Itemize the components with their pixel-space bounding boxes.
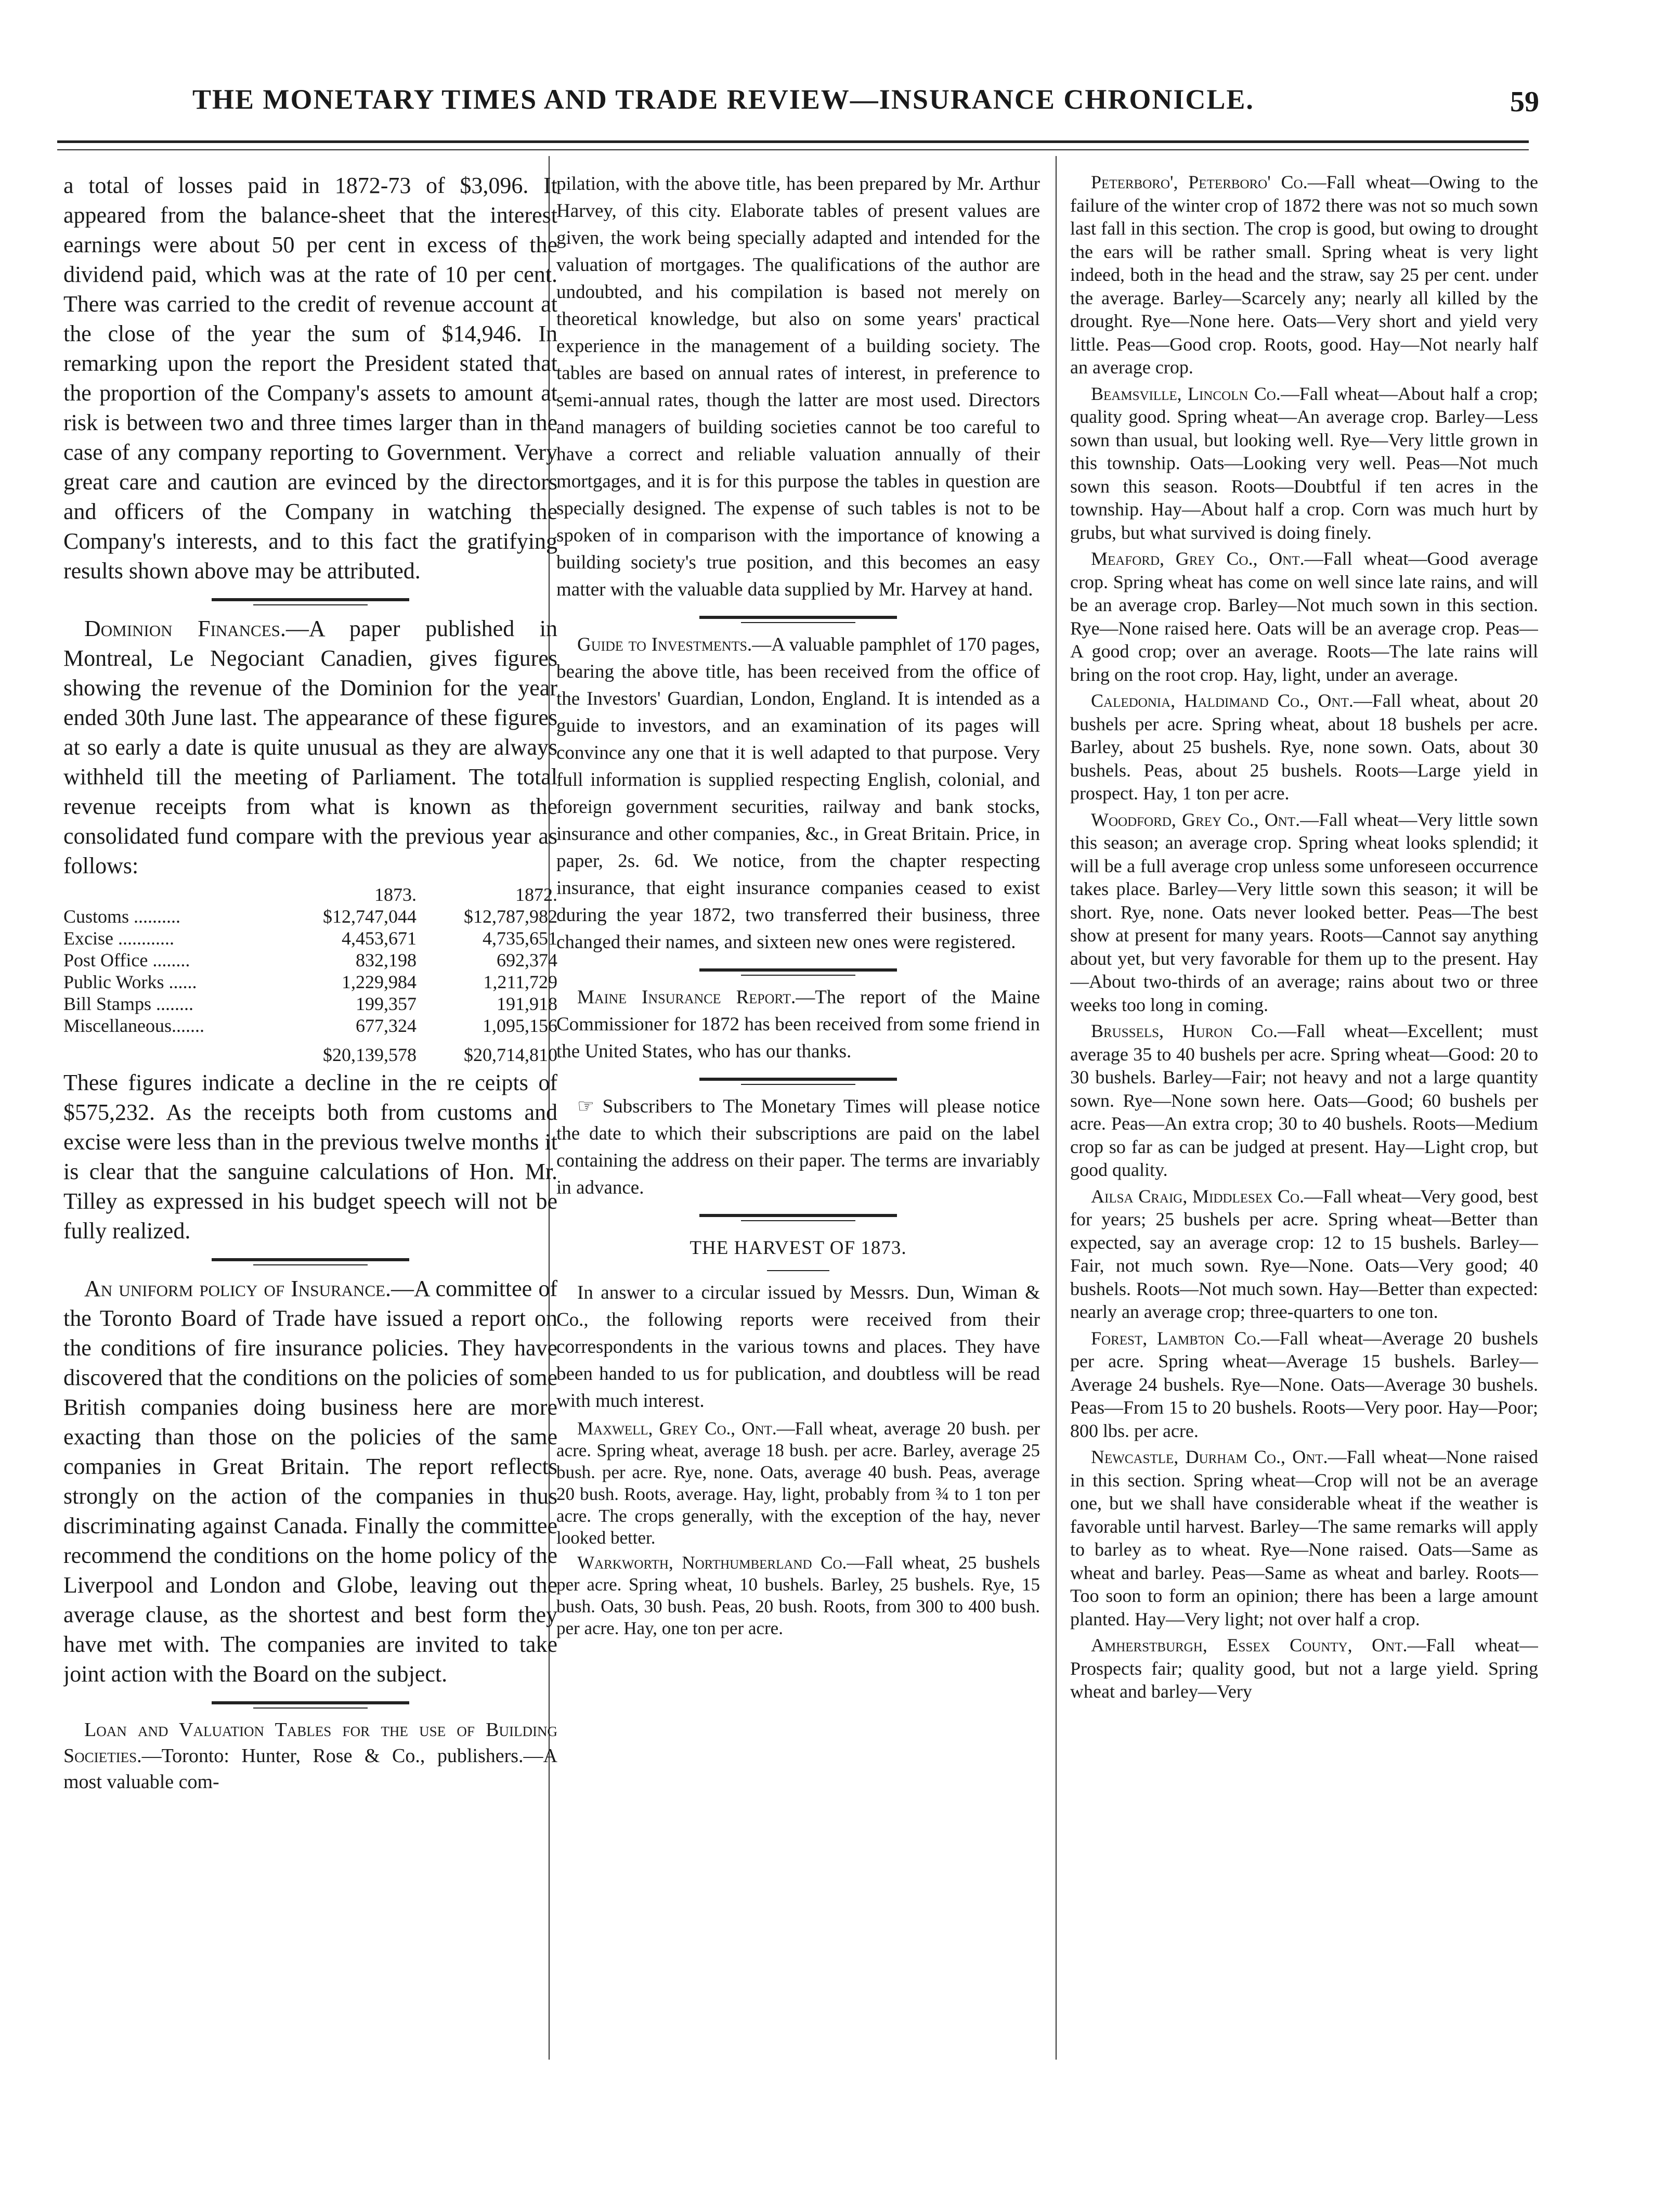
running-header (57, 79, 1539, 131)
article-guide-investments (556, 631, 1040, 956)
report-brussels (1070, 1019, 1538, 1182)
total-1873: $20,139,578 (322, 1044, 417, 1065)
row-label: Excise ............ (63, 928, 174, 949)
title-underline (556, 1264, 1040, 1279)
journal-title: THE MONETARY TIMES AND TRADE REVIEW—INSURANCE CHRONICLE. (192, 84, 1254, 115)
article-body: —A valuable pamphlet of 170 pages, bearing the above title, has been received from the office of the Investors' Guardian, London, England. It is intended as a guide to investors, and an examination of its pages will convince any one that it is well adapted to that purpose. Very full information is supplied respecting English, colonial, and foreign government securities, railway and bank stocks, insurance and other companies, &c., in Great Britain. Price, in paper, 2s. 6d. We notice, from the chapter respecting insurance, that eight insurance companies ceased to exist during the year 1872, two transferred their business, three changed their names, and sixteen new ones were registered. (556, 634, 1040, 953)
report-heading: Meaford, Grey Co., Ont. (1091, 548, 1305, 569)
report-heading: Forest, Lambton Co. (1091, 1327, 1261, 1349)
report-body: —Fall wheat—Very little sown this season; an average crop. Spring wheat looks splendid; it will be a full average crop unless some unforeseen occurrence takes place. Barley—Very little sown this season; it will be short. Rye, none. Oats never looked better. Peas—The best show at present for many years. Roots—Cannot say anything about yet, but very favorable for them up to the present. Hay—About two-thirds of an average; rains about two or three weeks too long in coming. (1070, 809, 1538, 1015)
table-row (63, 1015, 557, 1037)
total-1872: $20,714,810 (464, 1044, 557, 1065)
page-number: 59 (1510, 86, 1539, 118)
column-header: 1873. (374, 884, 417, 905)
revenue-table (63, 884, 557, 1066)
report-heading: Warkworth, Northumberland Co. (577, 1553, 847, 1573)
section-separator (63, 1249, 557, 1274)
report-heading: Newcastle, Durham Co., Ont. (1091, 1446, 1328, 1467)
article-body: —The report of the Maine Commissioner for 1872 has been received from some friend in the United States, who has our thanks. (556, 987, 1040, 1062)
row-label: Miscellaneous....... (63, 1015, 204, 1036)
report-newcastle (1070, 1445, 1538, 1631)
cell-1873: 677,324 (355, 1015, 417, 1036)
section-separator (556, 606, 1040, 631)
row-label: Customs .......... (63, 906, 181, 927)
report-beamsville (1070, 382, 1538, 545)
pointing-hand-icon: ☞ (577, 1096, 595, 1117)
table-row (63, 993, 557, 1015)
cell-1872: 4,735,651 (483, 928, 557, 949)
report-body: —Fall wheat, about 20 bushels per acre. Spring wheat, about 18 bushels per acre. Barley, about 25 bushels. Rye, none sown. Oats, about 30 bushels. Peas, about 25 bushels. Roots—Large yield in prospect. Hay, 1 ton per acre. (1070, 690, 1538, 804)
report-heading: Maxwell, Grey Co., Ont. (577, 1418, 777, 1439)
report-body: —Fall wheat, average 20 bush. per acre. Spring wheat, average 18 bush. per acre. Barley, average 25 bush. per acre. Rye, none. Oats, average 40 bush. Peas, average 20 bush. Roots, average. Hay, light, probably from ¾ to 1 ton per acre. The crops generally, with the exception of the hay, never looked better. (556, 1418, 1040, 1548)
column-header: 1872. (515, 884, 557, 905)
cell-1873: 832,198 (355, 950, 417, 971)
report-heading: Amherstburgh, Essex County, Ont. (1091, 1635, 1408, 1655)
report-meaford (1070, 547, 1538, 686)
report-peterboro (1070, 171, 1538, 379)
article-heading: Guide to Investments. (577, 634, 752, 655)
article-heading: Maine Insurance Report. (577, 987, 796, 1008)
article-dominion-finances (63, 614, 557, 881)
section-separator (556, 959, 1040, 984)
report-body: —Fall wheat—About half a crop; quality good. Spring wheat—An average crop. Barley—Less sown than usual, but looking well. Rye—Very little grown in this township. Oats—Looking very well. Peas—Not much sown this season. Roots—Doubtful if ten acres in the township. Hay—About half a crop. Corn was much hurt by grubs, but what survived is doing finely. (1070, 383, 1538, 543)
paragraph-decline: These figures indicate a decline in the re ceipts of $575,232. As the receipts both from customs and excise were less than in the previous twelve months it is clear that the sanguine calculations of Hon. Mr. Tilley as expressed in his budget speech will not be fully realized. (63, 1070, 557, 1244)
header-rule-thin (57, 149, 1529, 150)
report-warkworth (556, 1552, 1040, 1639)
section-title-harvest: THE HARVEST OF 1873. (690, 1237, 907, 1259)
table-row (63, 971, 557, 993)
cell-1872: 1,095,156 (483, 1015, 557, 1036)
article-heading: Dominion Finances. (84, 616, 286, 641)
cell-1873: 199,357 (355, 993, 417, 1014)
cell-1872: $12,787,982 (464, 906, 557, 927)
article-heading: An uniform policy of Insurance. (84, 1276, 391, 1301)
report-heading: Woodford, Grey Co., Ont. (1091, 809, 1300, 830)
report-maxwell (556, 1418, 1040, 1549)
report-body: —Fall wheat—Prospects fair; quality good, but not a large yield. Spring wheat and barley—Very (1070, 1635, 1538, 1702)
report-body: —Fall wheat—Excellent; must average 35 to 40 bushels per acre. Spring wheat—Good: 20 to 30 bushels. Barley—Fair; not heavy and not a large quantity sown. Rye—None sown here. Oats—Good; 60 bushels per acre. Peas—An extra crop; 30 to 40 bushels. Roots—Medium crop so far as can be judged at present. Hay—Light crop, but good quality. (1070, 1020, 1538, 1180)
cell-1873: 1,229,984 (341, 972, 417, 992)
table-header-row (63, 884, 557, 906)
section-separator (556, 1205, 1040, 1230)
report-heading: Brussels, Huron Co. (1091, 1020, 1278, 1041)
cell-1872: 1,211,729 (483, 972, 557, 992)
article-body: —Toronto: Hunter, Rose & Co., publishers.—A most valuable com- (63, 1745, 557, 1793)
report-body: —Fall wheat—None raised in this section. Spring wheat—Crop will not be an average one, but we shall have considerable wheat if the weather is favorable until harvest. Barley—The same remarks will apply to barley as to wheat. Rye—None raised. Oats—Same as wheat and barley. Peas—Same as wheat and barley. Roots—Too soon to form an opinion; there has been a large amount planted. Hay—Very light; not over half a crop. (1070, 1446, 1538, 1629)
column-divider (1056, 156, 1057, 2060)
row-label: Post Office ........ (63, 950, 190, 971)
paragraph-loan-continued: pilation, with the above title, has been prepared by Mr. Arthur Harvey, of this city. Elaborate tables of present values are given, the work being specially adapted and intended for the valuation of mortgages. The qualifications of the author are undoubted, and his compilation is based not merely on theoretical knowledge, but also on some years' practical experience in the management of a building society. The tables are based on annual rates of interest, in preference to semi-annual rates, though the latter are most used. Directors and managers of building societies cannot be too careful to have a correct and reliable valuation annually of their mortgages, and it is for this purpose the tables in question are specially designed. The expense of such tables is not to be spoken of in comparison with the importance of knowing a building society's true position, and this becomes an easy matter with the valuable data supplied by Mr. Harvey at hand. (556, 173, 1040, 600)
cell-1873: $12,747,044 (322, 906, 417, 927)
table-row (63, 949, 557, 971)
row-label: Public Works ...... (63, 972, 197, 992)
article-body: —A committee of the Toronto Board of Trade have issued a report on the conditions of fire insurance policies. They have discovered that the conditions on the policies of some British companies doing business here are more exacting than those on the policies of the same companies in Great Britain. The report reflects strongly on the action of the companies in thus discriminating against Canada. Finally the committee recommend the conditions on the home policy of the Liverpool and London and Globe, leaving out the average clause, as the shortest and best form they have met with. The companies are invited to take joint action with the Board on the subject. (63, 1276, 557, 1687)
section-separator (63, 1692, 557, 1717)
report-amherstburgh (1070, 1634, 1538, 1703)
report-body: —Fall wheat—Owing to the failure of the winter crop of 1872 there was not so much sown last fall in this section. The crop is good, but owing to drought the ears will be rather small. Spring wheat is very light indeed, both in the head and the straw, say 25 per cent. under the average. Barley—Scarcely any; nearly all killed by the drought. Rye—None here. Oats—Very short and yield very little. Peas—Good crop. Roots, good. Hay—Not nearly half an average crop. (1070, 172, 1538, 378)
table-total-row (63, 1037, 557, 1066)
article-uniform-policy (63, 1274, 557, 1689)
column-3 (1070, 171, 1538, 1706)
harvest-intro: In answer to a circular issued by Messrs. Dun, Wiman & Co., the following reports were received from their correspondents in the various towns and places. They have been handed to us for publication, and doubtless will be read with much interest. (556, 1282, 1040, 1412)
article-body: —A paper published in Montreal, Le Negociant Canadien, gives figures showing the revenue of the Dominion for the year ended 30th June last. The appearance of these figures at so early a date is quite unusual as they are always withheld till the meeting of Parliament. The total revenue receipts from what is known as the consolidated fund compare with the previous year as follows: (63, 616, 557, 878)
section-separator (556, 1068, 1040, 1093)
report-heading: Ailsa Craig, Middlesex Co. (1091, 1185, 1305, 1207)
paragraph-losses: a total of losses paid in 1872-73 of $3,096. It appeared from the balance-sheet that the interest earnings were about 50 per cent in excess of the dividend paid, which was at the rate of 10 per cent. There was carried to the credit of revenue account at the close of the year the sum of $14,946. In remarking upon the report the President stated that the proportion of the Company's assets to amount at risk is between two and three times larger than in the case of any company reporting to Government. Very great care and caution are evinced by the directors and officers of the Company in watching the Company's interests, and to this fact the gratifying results shown above may be attributed. (63, 173, 557, 584)
table-row (63, 906, 557, 927)
article-heading: Loan and Valuation Tables for the use of Building Societies. (63, 1719, 557, 1767)
cell-1873: 4,453,671 (341, 928, 417, 949)
column-1 (63, 171, 557, 1798)
cell-1872: 692,374 (497, 950, 557, 971)
report-woodford (1070, 808, 1538, 1017)
notice-subscribers (556, 1093, 1040, 1201)
report-body: —Fall wheat—Good average crop. Spring wheat has come on well since late rains, and will be an average crop. Barley—Not much sown in this section. Rye—None raised here. Oats will be an average crop. Peas—A good crop; over an average. Roots—The late rains will bring on the root crop. Hay, light, under an average. (1070, 548, 1538, 685)
article-loan-tables (63, 1717, 557, 1795)
cell-1872: 191,918 (497, 993, 557, 1014)
report-body: —Fall wheat—Average 20 bushels per acre. Spring wheat—Average 15 bushels. Barley—Average 24 bushels. Rye—None. Oats—Average 30 bushels. Peas—From 15 to 20 bushels. Roots—Very poor. Hay—Poor; 800 lbs. per acre. (1070, 1327, 1538, 1441)
column-2 (556, 171, 1040, 1642)
report-body: —Fall wheat, 25 bushels per acre. Spring wheat, 10 bushels. Barley, 25 bushels. Rye, 15 bush. Oats, 30 bush. Peas, 20 bush. Roots, from 300 to 400 bush. per acre. Hay, one ton per acre. (556, 1553, 1040, 1638)
header-rule (57, 140, 1529, 143)
notice-body: Subscribers to The Monetary Times will please notice the date to which their subscriptions are paid on the label containing the address on their paper. The terms are invariably in advance. (556, 1096, 1040, 1198)
report-caledonia (1070, 689, 1538, 805)
report-body: —Fall wheat—Very good, best for years; 25 bushels per acre. Spring wheat—Better than expected, say an average crop: 12 to 15 bushels. Barley—Fair, not much sown. Rye—None. Oats—Very good; 40 bushels. Roots—Not much sown. Hay—Better than expected: nearly an average crop; three-quarters to one ton. (1070, 1185, 1538, 1322)
report-forest (1070, 1327, 1538, 1443)
section-separator (63, 589, 557, 614)
report-heading: Beamsville, Lincoln Co. (1091, 383, 1281, 404)
report-heading: Peterboro', Peterboro' Co. (1091, 172, 1308, 192)
report-ailsa-craig (1070, 1185, 1538, 1324)
row-label: Bill Stamps ........ (63, 993, 194, 1014)
article-maine-report (556, 984, 1040, 1065)
table-row (63, 927, 557, 949)
report-heading: Caledonia, Haldimand Co., Ont. (1091, 690, 1354, 711)
